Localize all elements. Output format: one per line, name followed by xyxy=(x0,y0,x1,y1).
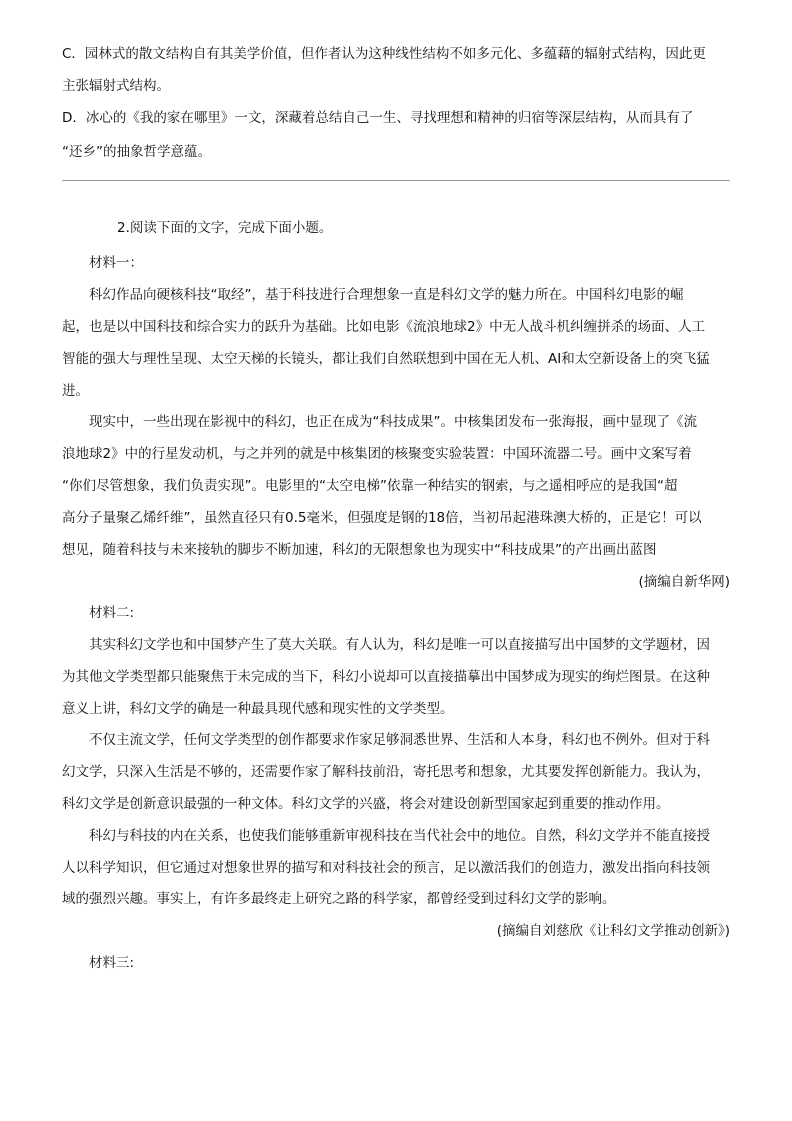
option-c-line-2: 主张辐射式结构。 xyxy=(62,78,170,94)
material-1-p1-line-1: 科幻作品向硬核科技“取经”，基于科技进行合理想象一直是科幻文学的魅力所在。中国科幻电影的崛 xyxy=(89,287,684,303)
material-1-p2-line-3: “你们尽管想象，我们负责实现”。电影里的“太空电梯”依靠一种结实的钢索，与之遥相呼应的是我国“超 xyxy=(62,478,678,494)
material-2-p1-line-1: 其实科幻文学也和中国梦产生了莫大关联。有人认为，科幻是唯一可以直接描写出中国梦的文学题材，因 xyxy=(89,637,710,653)
material-1-p1-line-3: 智能的强大与理性呈现、太空天梯的长镜头，都让我们自然联想到中国在无人机、AI和太空新设备上的突飞猛 xyxy=(62,351,710,367)
material-3-label: 材料三: xyxy=(89,955,135,971)
material-1-p2-line-5: 想见，随着科技与未来接轨的脚步不断加速，科幻的无限想象也为现实中“科技成果”的产出画出蓝图 xyxy=(62,542,657,558)
option-c-line-1: C．园林式的散文结构自有其美学价值，但作者认为这种线性结构不如多元化、多蕴藉的辐射式结构，因此更 xyxy=(62,46,706,62)
option-d-line-1: D．冰心的《我的家在哪里》一文，深藏着总结自己一生、寻找理想和精神的归宿等深层结构，从而具有了 xyxy=(62,110,694,126)
material-1-p1-line-2: 起，也是以中国科技和综合实力的跃升为基础。比如电影《流浪地球2》中无人战斗机纠缠拼杀的场面、人工 xyxy=(62,319,706,335)
material-2-p2-line-1: 不仅主流文学，任何文学类型的创作都要求作家足够洞悉世界、生活和人本身，科幻也不例外。但对于科 xyxy=(89,732,710,748)
material-1-p2-line-1: 现实中，一些出现在影视中的科幻，也正在成为“科技成果”。中核集团发布一张海报，画中显现了《流 xyxy=(89,414,697,430)
material-1-p2-line-2: 浪地球2》中的行星发动机，与之并列的就是中核集团的核聚变实验装置：中国环流器二号。画中文案写着 xyxy=(62,446,692,462)
section-divider xyxy=(62,180,730,181)
material-1-p2-line-4: 高分子量聚乙烯纤维”，虽然直径只有0.5毫米，但强度是钢的18倍，当初吊起港珠澳大桥的，正是它！可以 xyxy=(62,510,702,526)
material-2-label: 材料二: xyxy=(89,605,135,621)
material-1-label: 材料一： xyxy=(89,255,143,271)
material-1-source: (摘编自新华网) xyxy=(638,574,730,590)
material-2-p1-line-3: 意义上讲，科幻文学的确是一种最具现代感和现实性的文学类型。 xyxy=(62,701,454,717)
material-2-p1-line-2: 为其他文学类型都只能聚焦于未完成的当下，科幻小说却可以直接描摹出中国梦成为现实的绚烂图景。在这种 xyxy=(62,669,710,685)
material-2-p2-line-2: 幻文学，只深入生活是不够的，还需要作家了解科技前沿，寄托思考和想象，尤其要发挥创新能力。我认为， xyxy=(62,764,710,780)
material-2-p3-line-2: 人以科学知识，但它通过对想象世界的描写和对科技社会的预言，足以激活我们的创造力，激发出指向科技领 xyxy=(62,860,710,876)
question-2-title: 2.阅读下面的文字，完成下面小题。 xyxy=(117,220,333,236)
material-2-p2-line-3: 科幻文学是创新意识最强的一种文体。科幻文学的兴盛，将会对建设创新型国家起到重要的推动作用。 xyxy=(62,796,670,812)
material-2-source: (摘编自刘慈欣《让科幻文学推动创新》) xyxy=(496,923,730,939)
option-d-line-2: “还乡”的抽象哲学意蕴。 xyxy=(62,144,211,160)
material-1-p1-line-4: 进。 xyxy=(62,383,89,399)
material-2-p3-line-3: 域的强烈兴趣。事实上，有许多最终走上研究之路的科学家，都曾经受到过科幻文学的影响。 xyxy=(62,891,616,907)
material-2-p3-line-1: 科幻与科技的内在关系，也使我们能够重新审视科技在当代社会中的地位。自然，科幻文学并不能直接授 xyxy=(89,828,710,844)
